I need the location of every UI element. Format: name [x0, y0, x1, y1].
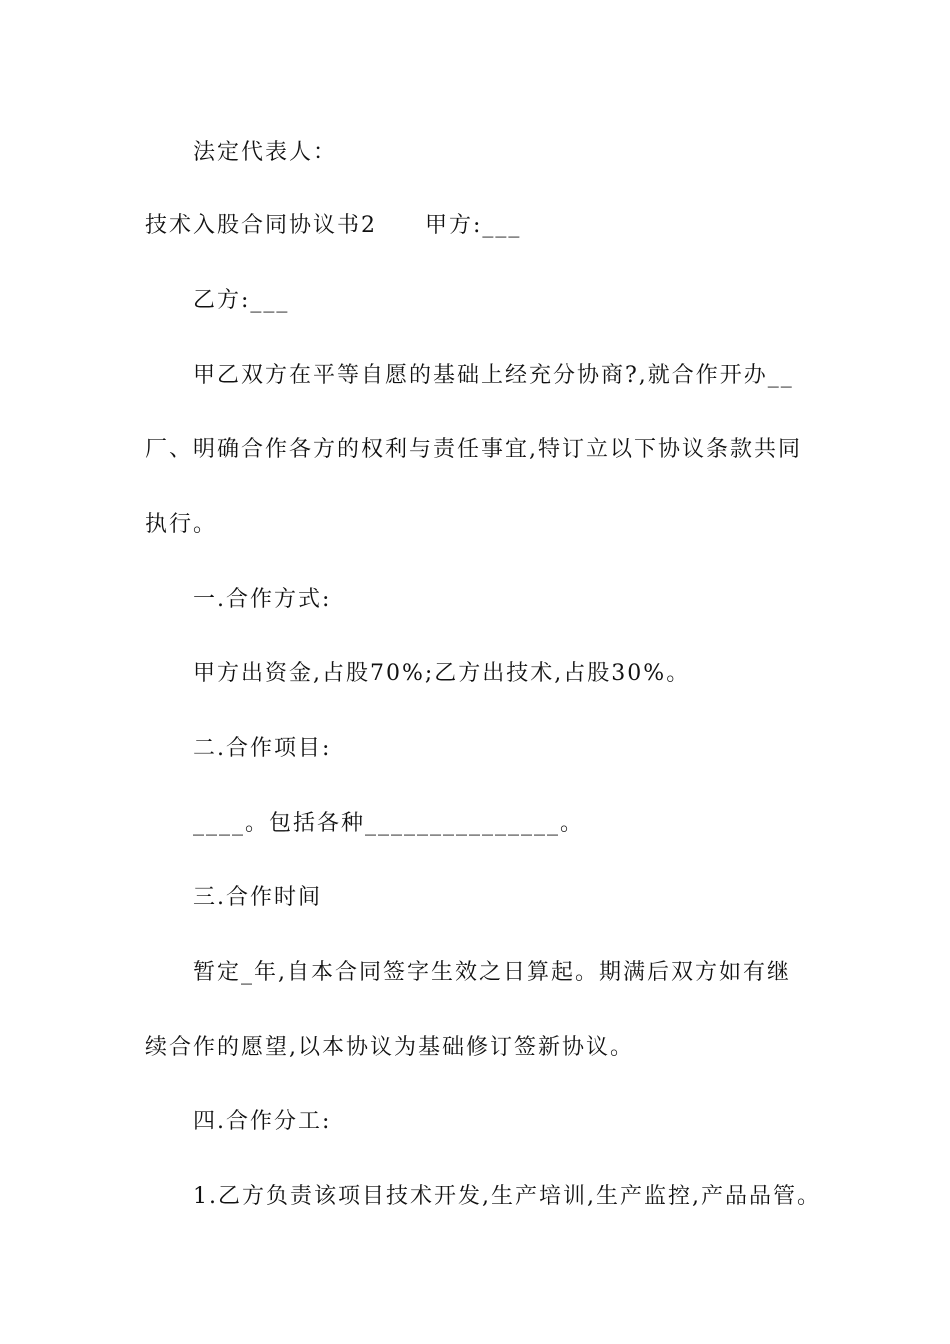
section-2-heading: 二.合作项目: [193, 736, 332, 761]
section-3-heading: 三.合作时间 [193, 885, 322, 910]
section-1-heading: 一.合作方式: [193, 587, 332, 612]
preamble-line-3: 执行。 [145, 512, 218, 537]
section-3-body-line-1: 暂定_年,自本合同签字生效之日算起。期满后双方如有继 [193, 960, 791, 985]
preamble-line-1: 甲乙双方在平等自愿的基础上经充分协商?,就合作开办__ [193, 363, 794, 388]
section-4-item-1: 1.乙方负责该项目技术开发,生产培训,生产监控,产品品管。 [193, 1184, 821, 1209]
preamble-line-2: 厂、明确合作各方的权利与责任事宜,特订立以下协议条款共同 [145, 437, 802, 462]
agreement-title-and-party-a: 技术入股合同协议书2 甲方:___ [145, 213, 522, 238]
section-3-body-line-2: 续合作的愿望,以本协议为基础修订签新协议。 [145, 1035, 634, 1060]
section-4-heading: 四.合作分工: [193, 1109, 332, 1134]
section-2-body: ____。包括各种_______________。 [193, 811, 585, 836]
section-1-body: 甲方出资金,占股70%;乙方出技术,占股30%。 [193, 661, 691, 686]
legal-representative-label: 法定代表人： [193, 140, 338, 165]
party-b-label: 乙方:___ [193, 288, 290, 313]
